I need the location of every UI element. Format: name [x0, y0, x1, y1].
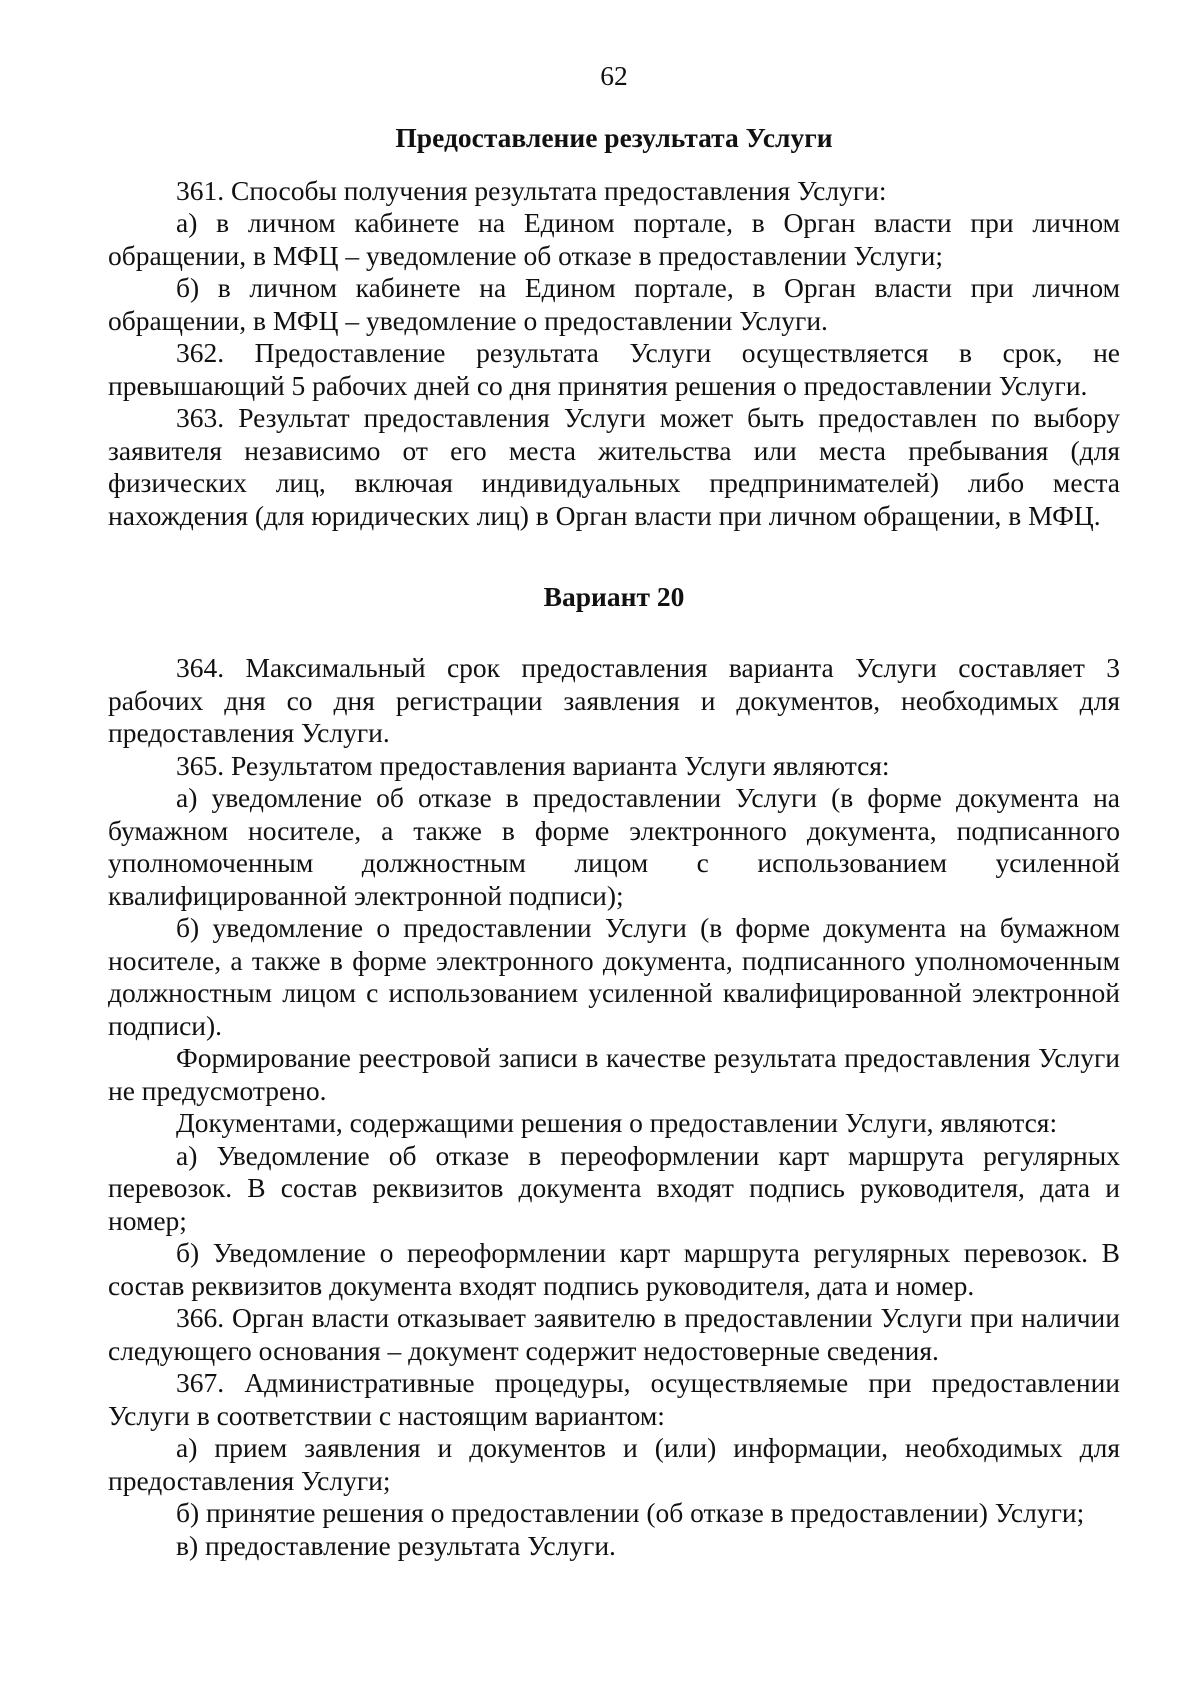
variant-20-block — [108, 652, 1120, 1562]
paragraph-decision-documents: Документами, содержащими решения о предоставлении Услуги, являются: — [176, 1107, 1058, 1138]
paragraph-decision-documents-a: а) Уведомление об отказе в переоформлении карт маршрута регулярных перевозок. В состав реквизитов документа входят подпись руководителя, дата и номер; — [108, 1139, 1120, 1236]
paragraph-361-b: б) в личном кабинете на Едином портале, в Орган власти при личном обращении, в МФЦ – уведомление о предоставлении Услуги. — [108, 272, 1120, 336]
document-page — [108, 60, 1120, 1562]
section-result-block — [108, 175, 1120, 533]
paragraph-361: 361. Способы получения результата предоставления Услуги: — [176, 174, 887, 206]
paragraph-365-b: б) уведомление о предоставлении Услуги (в форме документа на бумажном носителе, а также в форме электронного документа, подписанного уполномоченным должностным лицом с использованием усиленной квалифицированной электронной подписи). — [108, 912, 1120, 1041]
page-number: 62 — [600, 60, 628, 91]
paragraph-366: 366. Орган власти отказывает заявителю в предоставлении Услуги при наличии следующего основания – документ содержит недостоверные сведения. — [108, 1302, 1120, 1366]
paragraph-365-a: а) уведомление об отказе в предоставлении Услуги (в форме документа на бумажном носителе, а также в форме электронного документа, подписанного уполномоченным должностным лицом с использованием усиленной квалифицированной электронной подписи); — [108, 782, 1120, 911]
paragraph-364: 364. Максимальный срок предоставления варианта Услуги составляет 3 рабочих дня со дня регистрации заявления и документов, необходимых для предоставления Услуги. — [108, 652, 1120, 748]
paragraph-367-b: б) принятие решения о предоставлении (об отказе в предоставлении) Услуги; — [176, 1497, 1085, 1528]
paragraph-367-a: а) прием заявления и документов и (или) информации, необходимых для предоставления Услуги; — [108, 1432, 1120, 1496]
variant-heading: Вариант 20 — [543, 581, 685, 612]
paragraph-367-c: в) предоставление результата Услуги. — [176, 1529, 616, 1561]
paragraph-365: 365. Результатом предоставления варианта Услуги являются: — [176, 749, 890, 781]
paragraph-decision-documents-b: б) Уведомление о переоформлении карт маршрута регулярных перевозок. В состав реквизитов документа входят подпись руководителя, дата и номер. — [108, 1237, 1120, 1301]
paragraph-363: 363. Результат предоставления Услуги может быть предоставлен по выбору заявителя независимо от его места жительства или места пребывания (для физических лиц, включая индивидуальных предпринимателей) либо места нахождения (для юридических лиц) в Орган власти при личном обращении, в МФЦ. — [108, 402, 1120, 531]
paragraph-362: 362. Предоставление результата Услуги осуществляется в срок, не превышающий 5 рабочих дней со дня принятия решения о предоставлении Услуги. — [108, 337, 1120, 401]
paragraph-361-a: а) в личном кабинете на Едином портале, в Орган власти при личном обращении, в МФЦ – уведомление об отказе в предоставлении Услуги; — [108, 207, 1120, 271]
paragraph-registry-record: Формирование реестровой записи в качестве результата предоставления Услуги не предусмотрено. — [108, 1042, 1120, 1106]
section-heading: Предоставление результата Услуги — [395, 121, 833, 153]
paragraph-367: 367. Административные процедуры, осуществляемые при предоставлении Услуги в соответствии с настоящим вариантом: — [108, 1367, 1120, 1431]
